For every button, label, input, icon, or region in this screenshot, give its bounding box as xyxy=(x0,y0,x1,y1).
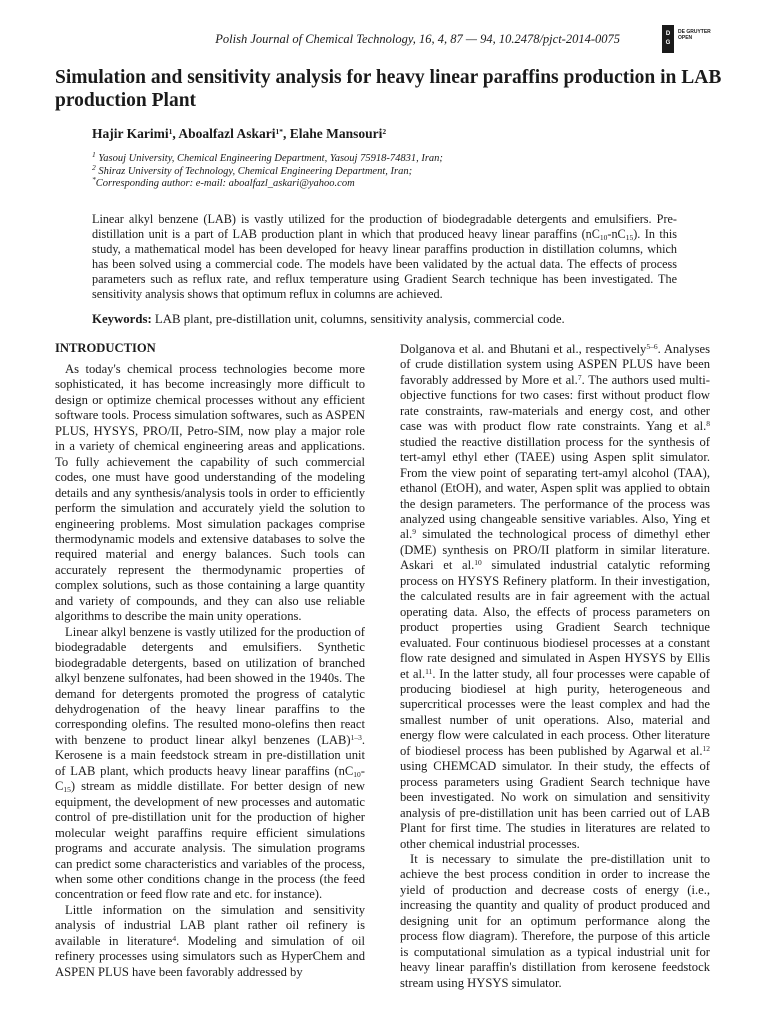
affiliations xyxy=(92,150,443,191)
journal-running-head: Polish Journal of Chemical Technology, 16, 4, 87 — 94, 10.2478/pjct-2014-0075 xyxy=(215,32,620,46)
keywords-text: LAB plant, pre-distillation unit, columns, sensitivity analysis, commercial code. xyxy=(154,312,565,326)
article-title: Simulation and sensitivity analysis for heavy linear paraffins production in LAB production Plant xyxy=(55,67,722,111)
affiliation-line: $^1$ Yasouj University, Chemical Engineering Department, Yasouj 75918-74831, Iran; xyxy=(92,150,443,164)
paragraph: Linear alkyl benzene is vastly utilized for the production of biodegradable detergents and emulsifiers. Synthetic biodegradable detergents, based on utilization of branched alkyl benzene sulfonates, had been showed in the 1940s. The demand for detergents promoted the progress of catalytic dehydrogenation of the heavy linear paraffins to the corresponding olefins. The resulted mono-olefins then react with benzene to product linear alkyl benzenes (LAB)$^{1-3}$. Kerosene is a main feedstock stream in pre-distillation unit of LAB plant, which products heavy linear paraffins $(nC_{10}-C_{15})$ stream as middle distillate. For better design of new equipment, the development of new processes and automatic control of pre-distillation unit for the production of higher molecular weight paraffins require efficient simulations programs and accurate analysis. The simulation programs can predict some characteristics and variables of the process, when some other conditions change in the process (the feed concentration or feed flow rate and etc. for instance). xyxy=(55,624,365,902)
paragraph: As today's chemical process technologies become more sophisticated, it has become increasingly more difficult to design or optimize chemical processes without any efficient software tools. Process simulation softwares, such as ASPEN PLUS, HYSYS, PRO/II, Petro-SIM, now play a major role in a variety of chemical engineering areas and applications. To fully achievement the capability of such commercial codes, one must have good understanding of the modeling details and any synthesis/analysis tools in order to efficiently perform the simulation and accurately yield the solution to engineering problems. Most simulation packages comprise thermodynamic models and extensive databases to solve the required material and energy balances. Such tools can accurately represent the thermodynamic properties of complex solutions, such as those containing a large quantity and variety of compounds, and they can also use reliable algorithms to describe the main unity operations. xyxy=(55,362,365,624)
left-column xyxy=(55,341,365,980)
logo-letter-d: D xyxy=(665,31,671,37)
author-name: Elahe Mansouri xyxy=(289,126,383,141)
author-affiliation-mark: 1 xyxy=(168,127,173,136)
logo-wordmark-line-2: OPEN xyxy=(678,35,693,41)
paragraph-continued: Dolganova et al. and Bhutani et al., respectively$^{5-6}$. Analyses of crude distillation system using ASPEN PLUS have been favorably addressed by More et al.$^7$. The authors used multi-objective functions for two cases: first without product flow rate constraints, raw-materials and energy cost, and other case was with product flow rate constraints. Yang et al.$^8$ studied the reactive distillation process for the synthesis of tert-amyl ethyl ether (TAEE) using Aspen split simulator. From the view point of separating tert-amyl alcohol (TAA), ethanol (EtOH), and water, Aspen split was applied to obtain the design parameters. The performance of the process was analyzed using changeable sensitive variables. Also, Ying et al.$^9$ simulated the technological process of dimethyl ether (DME) synthesis on PRO/II platform in similar literature. Askari et al.$^{10}$ simulated industrial catalytic reforming process on HYSYS Refinery platform. In their investigation, the calculated results are in fair agreement with the actual operating data. Also, the effects of process parameters on product properties using Gradient Search technique evaluated. Four continuous biodiesel processes at a constant flow rate designed and simulated in Aspen HYSYS by Ellis et al.$^{11}$. In the latter study, all four processes were capable of producing biodiesel at high purity, heterogeneous and supercritical processes were the least complex and had the smallest number of unit operations. Also, material and energy flow were calculated in each process. Other literature of biodiesel process has been published by Agarwal et al.$^{12}$ using CHEMCAD simulator. In their study, the effects of process parameters using Gradient Search technique have been investigated. No work on simulation and sensitivity analysis of pre-distillation unit has been carried out of LAB Plant for first time. The studies in literatures are related to other chemical industrial processes. xyxy=(400,342,711,851)
abstract: Linear alkyl benzene (LAB) is vastly utilized for the production of biodegradable detergents and emulsifiers. Pre-distillation unit is a part of LAB production plant in which that produced heavy linear paraffins $(nC_{10}-nC_{15})$. In this study, a mathematical model has been developed for heavy linear paraffins production in distillation columns, which has been solved using a commercial code. The models have been validated by the actual data. The effects of process parameters such as reflux rate, and reflux temperature using Gradient Search technique has been investigated. The sensitivity analysis shows that optimum reflux in columns are achieved. xyxy=(92,212,677,302)
keywords xyxy=(92,312,677,327)
author-affiliation-mark: 2 xyxy=(382,127,387,136)
affiliation-line: $^2$ Shiraz University of Technology, Chemical Engineering Department, Iran; xyxy=(92,162,413,177)
logo-letter-g: G xyxy=(665,40,671,46)
de-gruyter-logo xyxy=(662,25,711,53)
corresponding-author-line: *Corresponding author: e-mail: aboalfazl_askari@yahoo.com xyxy=(92,175,355,189)
logo-mark xyxy=(662,25,674,53)
author-name: Aboalfazl Askari xyxy=(178,126,276,141)
logo-wordmark xyxy=(678,29,711,41)
logo-wordmark-line-1: DE GRUYTER xyxy=(678,29,711,35)
paragraph: Little information on the simulation and sensitivity analysis of industrial LAB plant rather oil refinery is available in literature$^4$. Modeling and simulation of oil refinery processes using simulators such as HyperChem and ASPEN PLUS have been favorably addressed by xyxy=(55,902,365,979)
keywords-label: Keywords: xyxy=(92,312,152,326)
paragraph: It is necessary to simulate the pre-distillation unit to achieve the best process condition in order to increase the yield of production and decrease costs of energy (i.e., increasing the quantity and quality of product produced and designing unit for an optimum performance along the process flow diagram). Therefore, the purpose of this article is computational simulation as a typical industrial unit for heavy linear paraffin's distillation from kerosene feedstock stream using HYSYS simulator. xyxy=(400,851,710,990)
right-column xyxy=(400,342,710,991)
author-name: Hajir Karimi xyxy=(92,126,169,141)
author-affiliation-mark: 1* xyxy=(275,127,284,136)
section-heading-introduction: INTRODUCTION xyxy=(55,341,156,355)
author-list: Hajir Karimi$^1$, Aboalfazl Askari$^{1*}$, Elahe Mansouri$^2$ xyxy=(92,126,387,141)
